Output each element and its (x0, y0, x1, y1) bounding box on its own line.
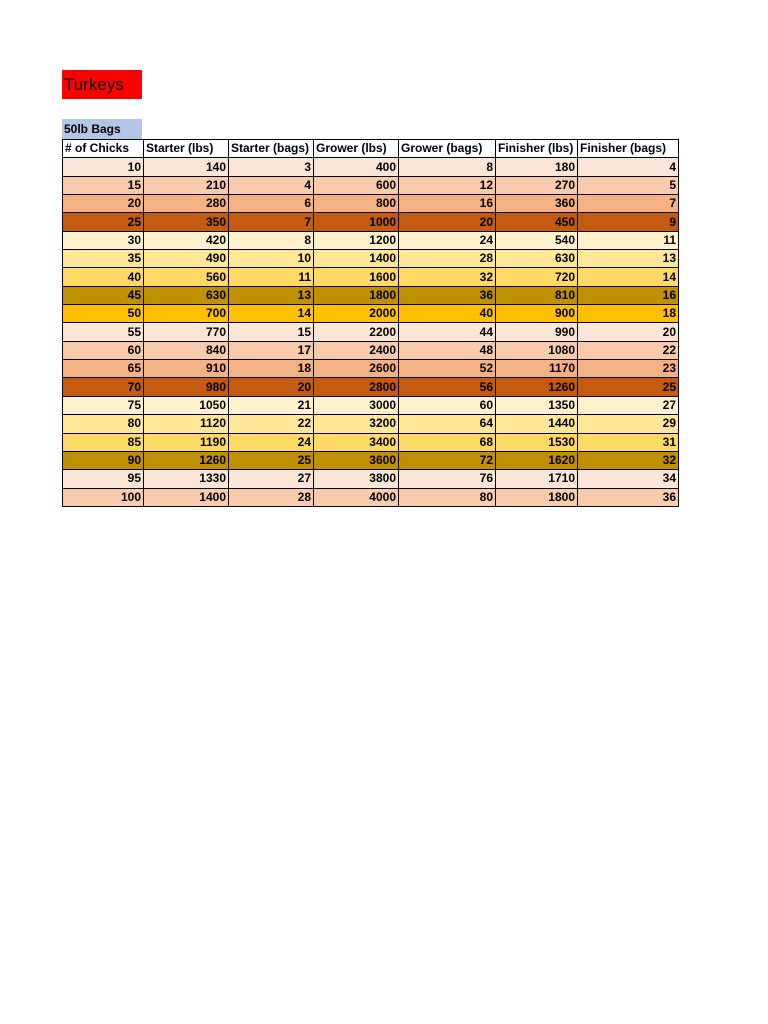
cell-chicks: 10 (63, 158, 144, 176)
cell-grower-bags: 56 (399, 378, 496, 396)
cell-starter-bags: 24 (229, 433, 314, 451)
table-row (63, 231, 679, 249)
cell-finisher-bags: 32 (578, 451, 679, 469)
cell-chicks: 60 (63, 341, 144, 359)
cell-grower-lbs: 800 (314, 195, 399, 213)
cell-finisher-lbs: 540 (496, 231, 578, 249)
cell-finisher-lbs: 1170 (496, 360, 578, 378)
cell-finisher-bags: 29 (578, 415, 679, 433)
cell-starter-lbs: 630 (144, 286, 229, 304)
cell-grower-bags: 40 (399, 305, 496, 323)
table-row (63, 470, 679, 488)
cell-finisher-lbs: 1530 (496, 433, 578, 451)
cell-starter-bags: 8 (229, 231, 314, 249)
cell-grower-lbs: 2600 (314, 360, 399, 378)
cell-starter-bags: 6 (229, 195, 314, 213)
cell-starter-bags: 10 (229, 250, 314, 268)
cell-finisher-lbs: 1260 (496, 378, 578, 396)
cell-grower-bags: 32 (399, 268, 496, 286)
cell-chicks: 95 (63, 470, 144, 488)
cell-grower-bags: 60 (399, 396, 496, 414)
header-finisher-bags: Finisher (bags) (578, 140, 679, 158)
table-row (63, 360, 679, 378)
cell-finisher-lbs: 990 (496, 323, 578, 341)
cell-finisher-bags: 16 (578, 286, 679, 304)
table-row (63, 378, 679, 396)
cell-starter-bags: 11 (229, 268, 314, 286)
cell-finisher-bags: 31 (578, 433, 679, 451)
cell-grower-bags: 24 (399, 231, 496, 249)
cell-starter-lbs: 1400 (144, 488, 229, 506)
table-row (63, 488, 679, 506)
cell-chicks: 30 (63, 231, 144, 249)
cell-chicks: 50 (63, 305, 144, 323)
cell-chicks: 15 (63, 176, 144, 194)
cell-grower-bags: 52 (399, 360, 496, 378)
cell-chicks: 70 (63, 378, 144, 396)
cell-finisher-lbs: 900 (496, 305, 578, 323)
cell-grower-lbs: 400 (314, 158, 399, 176)
table-row (63, 396, 679, 414)
cell-starter-lbs: 280 (144, 195, 229, 213)
cell-starter-bags: 21 (229, 396, 314, 414)
cell-starter-lbs: 700 (144, 305, 229, 323)
cell-chicks: 80 (63, 415, 144, 433)
table-row (63, 415, 679, 433)
cell-grower-lbs: 3600 (314, 451, 399, 469)
cell-grower-bags: 12 (399, 176, 496, 194)
cell-starter-lbs: 560 (144, 268, 229, 286)
cell-starter-bags: 3 (229, 158, 314, 176)
cell-finisher-lbs: 1620 (496, 451, 578, 469)
cell-grower-bags: 44 (399, 323, 496, 341)
cell-chicks: 55 (63, 323, 144, 341)
cell-grower-lbs: 1600 (314, 268, 399, 286)
header-finisher-lbs: Finisher (lbs) (496, 140, 578, 158)
table-row (63, 286, 679, 304)
cell-grower-bags: 20 (399, 213, 496, 231)
cell-starter-lbs: 140 (144, 158, 229, 176)
cell-finisher-lbs: 360 (496, 195, 578, 213)
table-row (63, 451, 679, 469)
cell-grower-lbs: 3000 (314, 396, 399, 414)
cell-finisher-bags: 25 (578, 378, 679, 396)
cell-grower-bags: 36 (399, 286, 496, 304)
cell-grower-lbs: 1400 (314, 250, 399, 268)
cell-finisher-lbs: 630 (496, 250, 578, 268)
cell-grower-lbs: 3200 (314, 415, 399, 433)
table-row (63, 268, 679, 286)
cell-finisher-lbs: 1440 (496, 415, 578, 433)
table-row (63, 250, 679, 268)
cell-finisher-lbs: 450 (496, 213, 578, 231)
cell-chicks: 45 (63, 286, 144, 304)
cell-starter-bags: 15 (229, 323, 314, 341)
cell-grower-bags: 72 (399, 451, 496, 469)
cell-finisher-bags: 13 (578, 250, 679, 268)
cell-starter-bags: 27 (229, 470, 314, 488)
cell-starter-lbs: 1330 (144, 470, 229, 488)
header-starter-bags: Starter (bags) (229, 140, 314, 158)
cell-starter-lbs: 770 (144, 323, 229, 341)
cell-starter-bags: 22 (229, 415, 314, 433)
cell-starter-lbs: 1120 (144, 415, 229, 433)
cell-finisher-lbs: 1800 (496, 488, 578, 506)
cell-starter-bags: 25 (229, 451, 314, 469)
cell-starter-bags: 20 (229, 378, 314, 396)
table-row (63, 213, 679, 231)
cell-finisher-lbs: 810 (496, 286, 578, 304)
bag-size-label: 50lb Bags (62, 119, 142, 139)
cell-starter-lbs: 1190 (144, 433, 229, 451)
cell-grower-lbs: 2800 (314, 378, 399, 396)
cell-grower-bags: 8 (399, 158, 496, 176)
cell-grower-bags: 80 (399, 488, 496, 506)
table-row (63, 158, 679, 176)
cell-starter-lbs: 910 (144, 360, 229, 378)
cell-grower-lbs: 2000 (314, 305, 399, 323)
cell-grower-lbs: 1200 (314, 231, 399, 249)
table-row (63, 323, 679, 341)
table-row (63, 433, 679, 451)
cell-grower-lbs: 600 (314, 176, 399, 194)
cell-chicks: 85 (63, 433, 144, 451)
header-grower-lbs: Grower (lbs) (314, 140, 399, 158)
cell-starter-lbs: 420 (144, 231, 229, 249)
cell-chicks: 35 (63, 250, 144, 268)
cell-finisher-lbs: 180 (496, 158, 578, 176)
cell-finisher-lbs: 1350 (496, 396, 578, 414)
cell-starter-bags: 14 (229, 305, 314, 323)
cell-finisher-lbs: 720 (496, 268, 578, 286)
cell-chicks: 40 (63, 268, 144, 286)
cell-finisher-bags: 14 (578, 268, 679, 286)
cell-starter-bags: 28 (229, 488, 314, 506)
cell-grower-lbs: 2400 (314, 341, 399, 359)
cell-starter-lbs: 350 (144, 213, 229, 231)
cell-finisher-bags: 27 (578, 396, 679, 414)
header-chicks: # of Chicks (63, 140, 144, 158)
cell-chicks: 20 (63, 195, 144, 213)
cell-starter-lbs: 1050 (144, 396, 229, 414)
table-row (63, 305, 679, 323)
cell-grower-bags: 28 (399, 250, 496, 268)
cell-starter-lbs: 490 (144, 250, 229, 268)
cell-finisher-bags: 20 (578, 323, 679, 341)
table-row (63, 195, 679, 213)
cell-chicks: 90 (63, 451, 144, 469)
cell-starter-bags: 18 (229, 360, 314, 378)
cell-finisher-bags: 23 (578, 360, 679, 378)
cell-finisher-bags: 11 (578, 231, 679, 249)
cell-starter-bags: 7 (229, 213, 314, 231)
cell-grower-bags: 64 (399, 415, 496, 433)
cell-grower-lbs: 3400 (314, 433, 399, 451)
header-grower-bags: Grower (bags) (399, 140, 496, 158)
cell-starter-lbs: 840 (144, 341, 229, 359)
cell-grower-lbs: 2200 (314, 323, 399, 341)
cell-grower-bags: 16 (399, 195, 496, 213)
cell-chicks: 25 (63, 213, 144, 231)
cell-finisher-lbs: 1710 (496, 470, 578, 488)
sheet-title: Turkeys (62, 70, 142, 99)
table-row (63, 176, 679, 194)
cell-grower-lbs: 1000 (314, 213, 399, 231)
cell-chicks: 75 (63, 396, 144, 414)
cell-finisher-bags: 22 (578, 341, 679, 359)
cell-starter-bags: 4 (229, 176, 314, 194)
cell-grower-bags: 48 (399, 341, 496, 359)
header-row (63, 140, 679, 158)
table-row (63, 341, 679, 359)
cell-starter-lbs: 980 (144, 378, 229, 396)
cell-finisher-lbs: 1080 (496, 341, 578, 359)
cell-starter-bags: 17 (229, 341, 314, 359)
cell-finisher-lbs: 270 (496, 176, 578, 194)
cell-grower-lbs: 1800 (314, 286, 399, 304)
cell-starter-lbs: 210 (144, 176, 229, 194)
cell-grower-lbs: 3800 (314, 470, 399, 488)
cell-grower-bags: 76 (399, 470, 496, 488)
cell-finisher-bags: 9 (578, 213, 679, 231)
cell-chicks: 100 (63, 488, 144, 506)
cell-finisher-bags: 5 (578, 176, 679, 194)
cell-grower-lbs: 4000 (314, 488, 399, 506)
cell-grower-bags: 68 (399, 433, 496, 451)
table-body (63, 158, 679, 507)
cell-starter-lbs: 1260 (144, 451, 229, 469)
cell-finisher-bags: 36 (578, 488, 679, 506)
cell-finisher-bags: 7 (578, 195, 679, 213)
cell-starter-bags: 13 (229, 286, 314, 304)
feed-table (62, 139, 679, 507)
cell-chicks: 65 (63, 360, 144, 378)
cell-finisher-bags: 34 (578, 470, 679, 488)
header-starter-lbs: Starter (lbs) (144, 140, 229, 158)
cell-finisher-bags: 18 (578, 305, 679, 323)
cell-finisher-bags: 4 (578, 158, 679, 176)
